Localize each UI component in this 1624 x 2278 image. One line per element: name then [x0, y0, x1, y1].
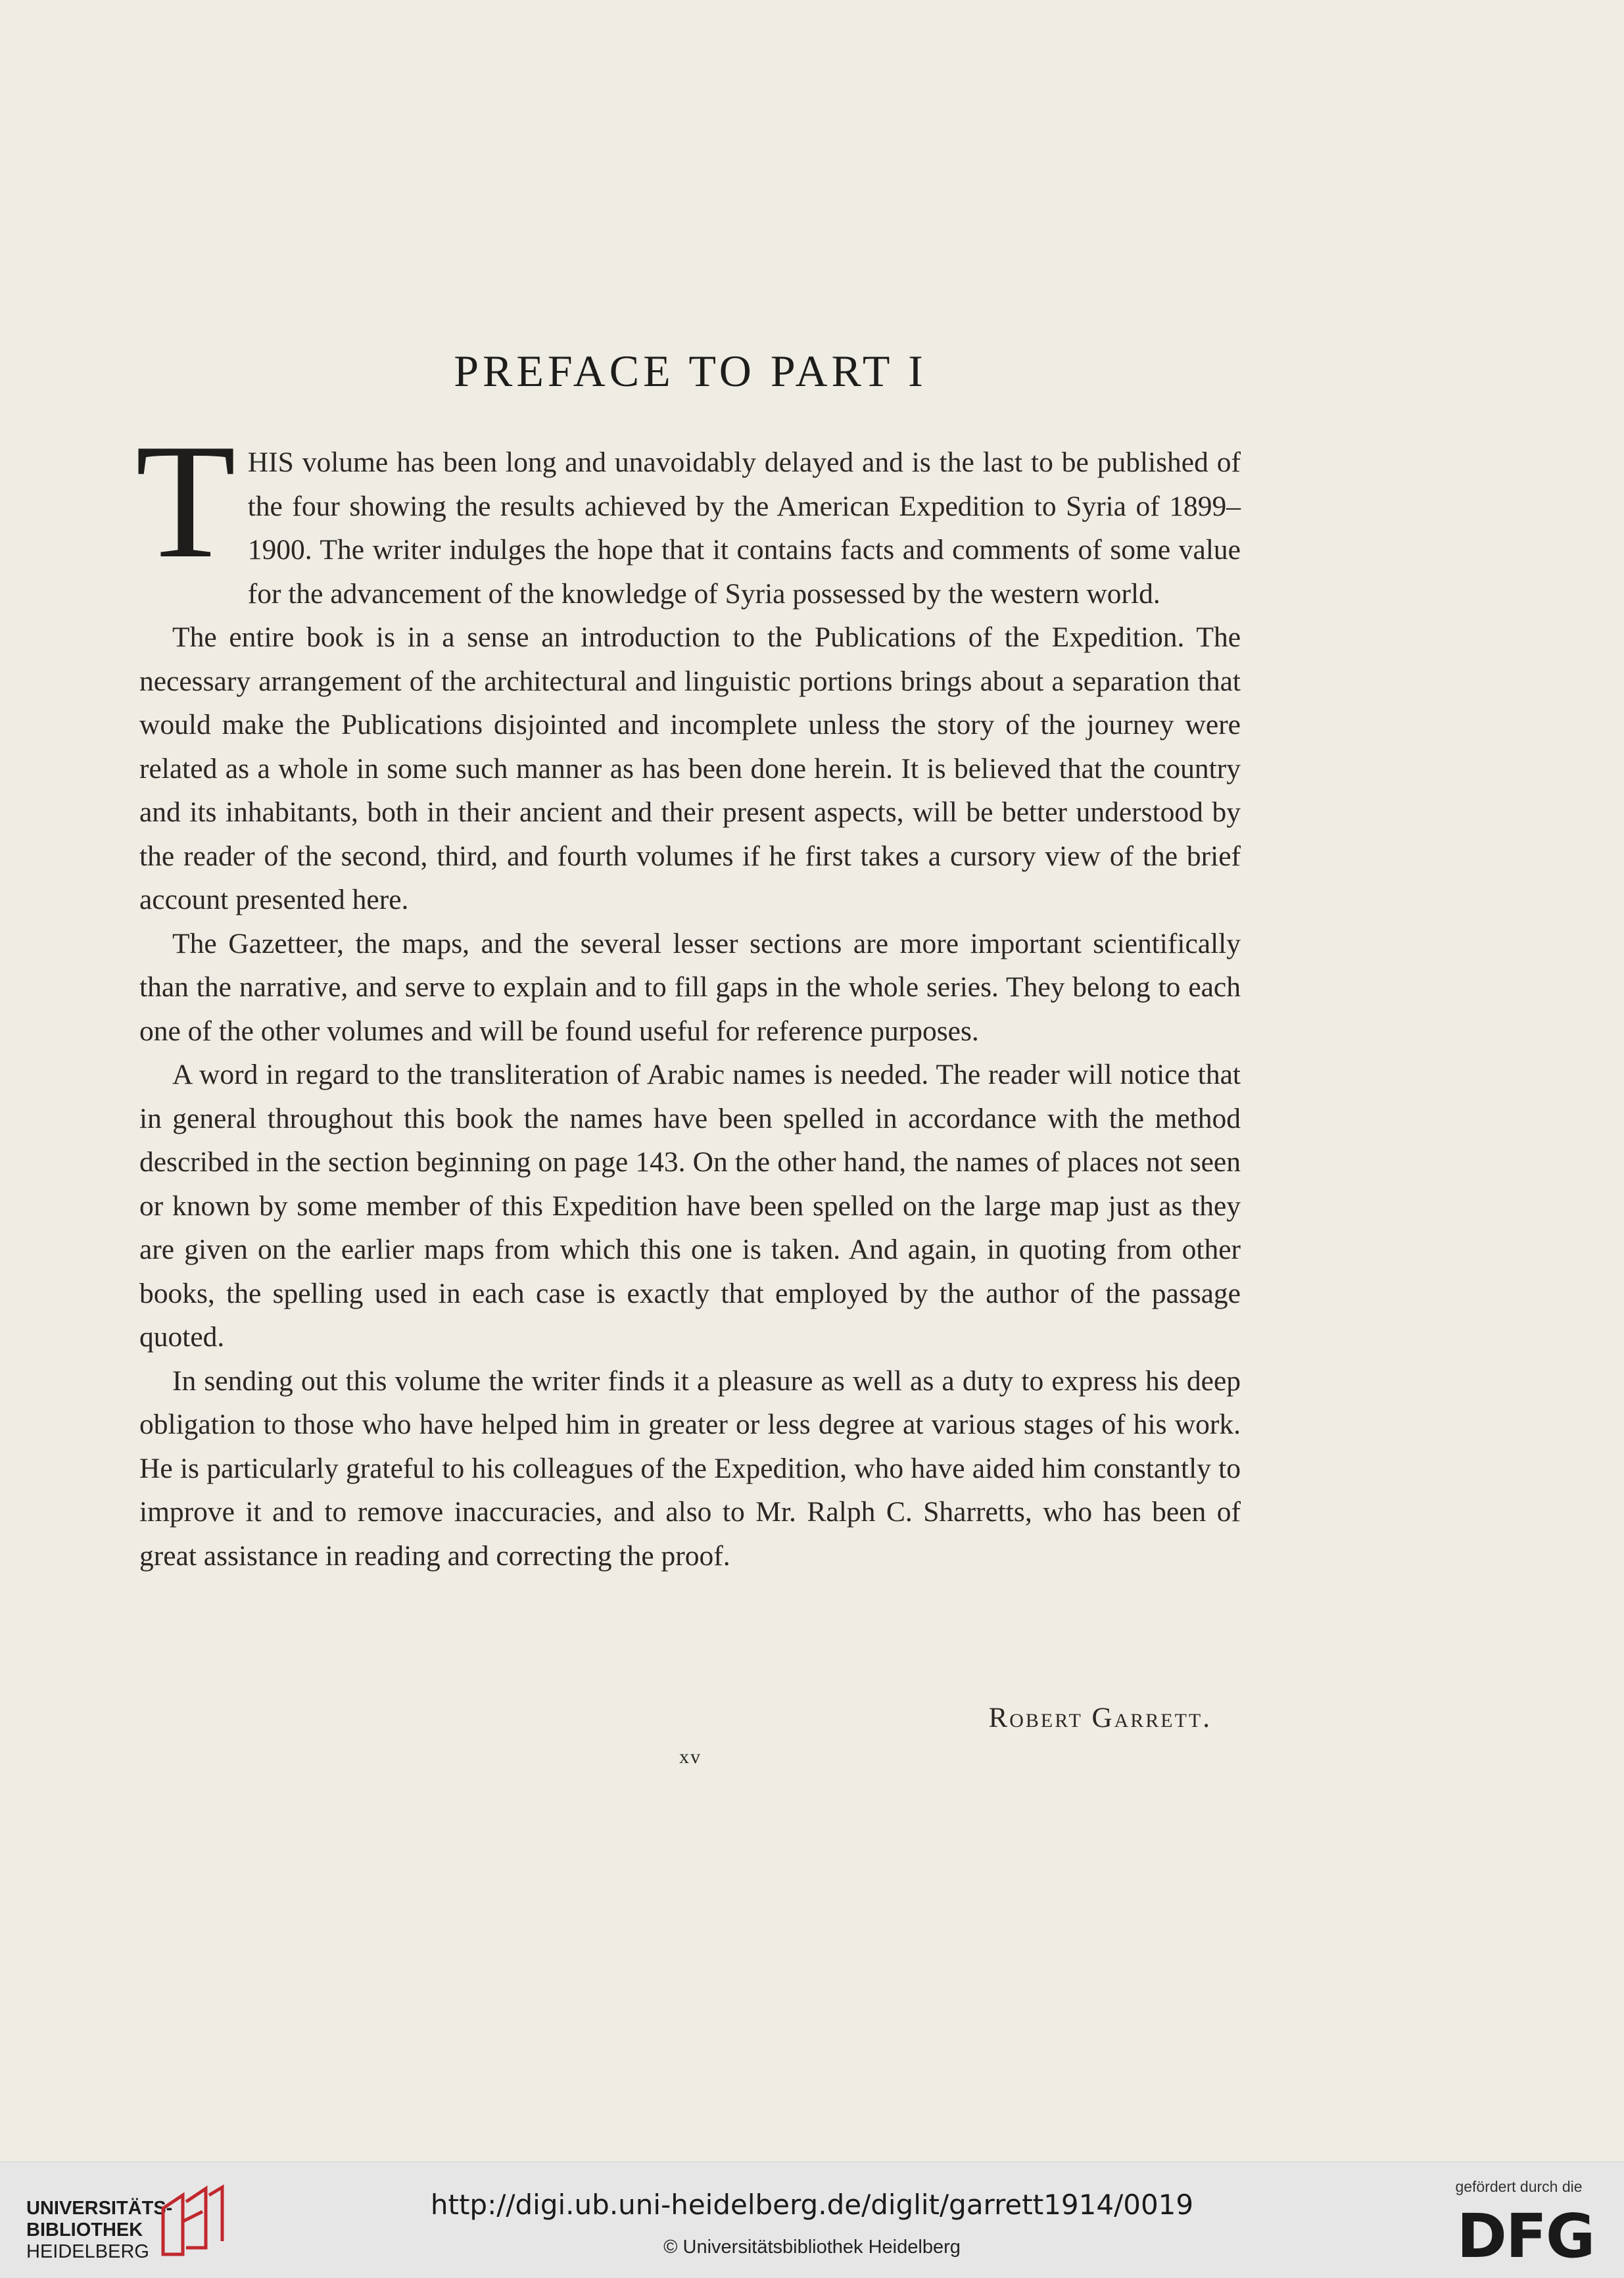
- library-name: UNIVERSITÄTS- BIBLIOTHEK HEIDELBERG: [26, 2198, 173, 2262]
- dfg-logo-icon: DFG: [1456, 2201, 1594, 2271]
- paragraph-4: A word in regard to the transliteration of Arabic names is needed. The reader will notice that in general throughout this book the names have been spelled in accordance with the method described in the section beginning on page 143. On the other hand, the names of places not seen or known by some member of this Expedition have been spelled on the large map just as they are given on the earlier maps from which this one is taken. And again, in quoting from other books, the spelling used in each case is exactly that employed by the author of the passage quoted.: [139, 1059, 1241, 1353]
- drop-cap: T: [135, 410, 236, 593]
- page-number: xv: [679, 1746, 702, 1768]
- page-title: PREFACE TO PART I: [454, 346, 927, 396]
- paragraph-3: The Gazetteer, the maps, and the several lesser sections are more important scientifically than the narrative, and serve to explain and to fill gaps in the whole series. They belong to each one of the other volumes and will be found useful for reference purposes.: [139, 927, 1241, 1047]
- paragraph-1: THIS volume has been long and unavoidably delayed and is the last to be published of the four showing the results achieved by the American Expedition to Syria of 1899–1900. The writer indulges the hope that it contains facts and comments of some value for the advancement of the knowledge of Syria possessed by the western world.: [135, 410, 1241, 610]
- body-text: [135, 410, 1241, 1578]
- author-signature: Robert Garrett.: [988, 1703, 1212, 1733]
- paragraph-5: In sending out this volume the writer finds it a pleasure as well as a duty to express his deep obligation to those who have helped him in greater or less degree at various stages of his work. He is particularly grateful to his colleagues of the Expedition, who have aided him constantly to improve it and to remove inaccuracies, and also to Mr. Ralph C. Sharretts, who has been of great assistance in reading and correcting the proof.: [139, 1365, 1241, 1572]
- permalink[interactable]: http://digi.ub.uni-heidelberg.de/diglit/garrett1914/0019: [430, 2189, 1194, 2221]
- paragraph-2: The entire book is in a sense an introduction to the Publications of the Expedition. The necessary arrangement of the architectural and linguistic portions brings about a separation that would make the Publications disjointed and incomplete unless the story of the journey were related as a whole in some such manner as has been done herein. It is believed that the country and its inhabitants, both in their ancient and their present aspects, will be better understood by the reader of the second, third, and fourth volumes if he first takes a cursory view of the brief account presented here.: [139, 621, 1241, 915]
- copyright-notice: © Universitätsbibliothek Heidelberg: [663, 2237, 961, 2258]
- funding-note: gefördert durch die: [1455, 2178, 1583, 2195]
- footer-bar: [0, 2162, 1624, 2278]
